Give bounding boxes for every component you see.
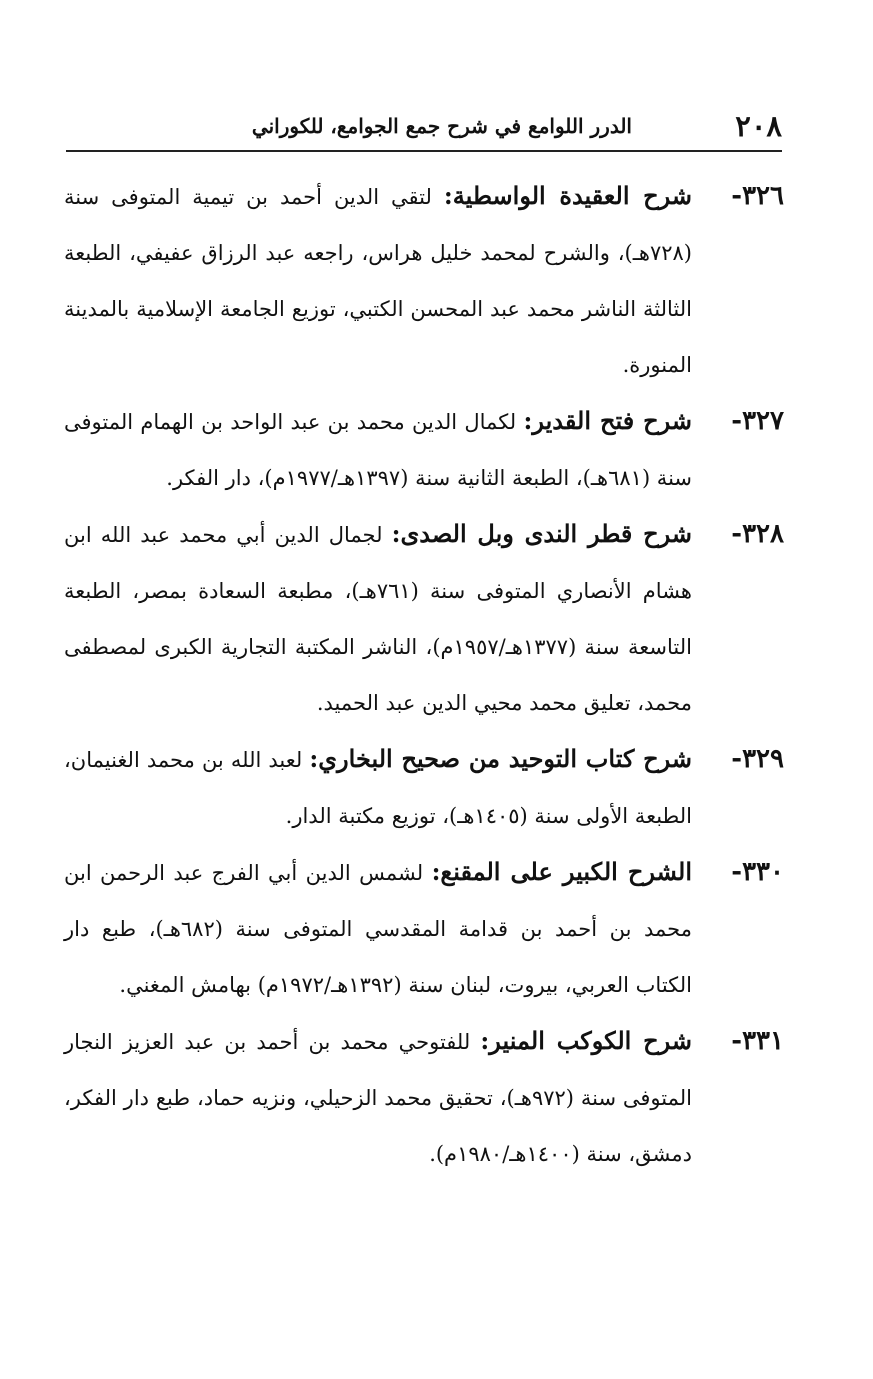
entry-number: ٣٢٧- <box>731 406 784 436</box>
entry-text: لتقي الدين أحمد بن تيمية المتوفى سنة (٧٢٨هـ)، والشرح لمحمد خليل هراس، راجعه عبد الرزاق عفيفي، الطبعة الثالثة الناشر محمد عبد المحسن الكتبي، توزيع الجامعة الإسلامية بالمدينة المنورة. <box>64 185 692 377</box>
page-header <box>66 106 782 146</box>
entry-text: لعبد الله بن محمد الغنيمان، الطبعة الأولى سنة (١٤٠٥هـ)، توزيع مكتبة الدار. <box>64 748 692 828</box>
entry-number: ٣٣٠- <box>731 857 784 887</box>
bibliography-entry <box>64 844 784 1013</box>
entry-number: ٣٢٨- <box>731 519 784 549</box>
entry-number: ٣٢٩- <box>731 744 784 774</box>
entry-title: شرح الكوكب المنير: <box>480 1026 692 1055</box>
bibliography-entry <box>64 1013 784 1182</box>
entry-text: لجمال الدين أبي محمد عبد الله ابن هشام الأنصاري المتوفى سنة (٧٦١هـ)، مطبعة السعادة بمصر، الطبعة التاسعة سنة (١٣٧٧هـ/١٩٥٧م)، الناشر المكتبة التجارية الكبرى لمصطفى محمد، تعليق محمد محيي الدين عبد الحميد. <box>64 523 692 715</box>
entry-title: شرح العقيدة الواسطية: <box>443 181 692 210</box>
bibliography-entry <box>64 168 784 393</box>
entry-number: ٣٢٦- <box>731 181 784 211</box>
entry-title: شرح قطر الندى وبل الصدى: <box>391 519 692 548</box>
page-number: ٢٠٨ <box>735 109 782 143</box>
entry-title: الشرح الكبير على المقنع: <box>431 857 693 886</box>
entry-text: للفتوحي محمد بن أحمد بن عبد العزيز النجار المتوفى سنة (٩٧٢هـ)، تحقيق محمد الزحيلي، ونزيه حماد، طبع دار الفكر، دمشق، سنة (١٤٠٠هـ/١٩٨٠م). <box>64 1030 692 1166</box>
bibliography-entry <box>64 731 784 844</box>
bibliography-list <box>64 168 784 1182</box>
entry-title: شرح فتح القدير: <box>523 406 692 435</box>
entry-text: لكمال الدين محمد بن عبد الواحد بن الهمام المتوفى سنة (٦٨١هـ)، الطبعة الثانية سنة (١٣٩٧هـ/١٩٧٧م)، دار الفكر. <box>64 410 692 490</box>
bibliography-entry <box>64 506 784 731</box>
running-title: الدرر اللوامع في شرح جمع الجوامع، للكوراني <box>251 114 632 138</box>
entry-title: شرح كتاب التوحيد من صحيح البخاري: <box>309 744 692 773</box>
bibliography-entry <box>64 393 784 506</box>
header-divider <box>66 150 782 152</box>
entry-text: لشمس الدين أبي الفرج عبد الرحمن ابن محمد بن أحمد بن قدامة المقدسي المتوفى سنة (٦٨٢هـ)، طبع دار الكتاب العربي، بيروت، لبنان سنة (١٣٩٢هـ/١٩٧٢م) بهامش المغني. <box>64 861 692 997</box>
entry-number: ٣٣١- <box>731 1026 784 1056</box>
